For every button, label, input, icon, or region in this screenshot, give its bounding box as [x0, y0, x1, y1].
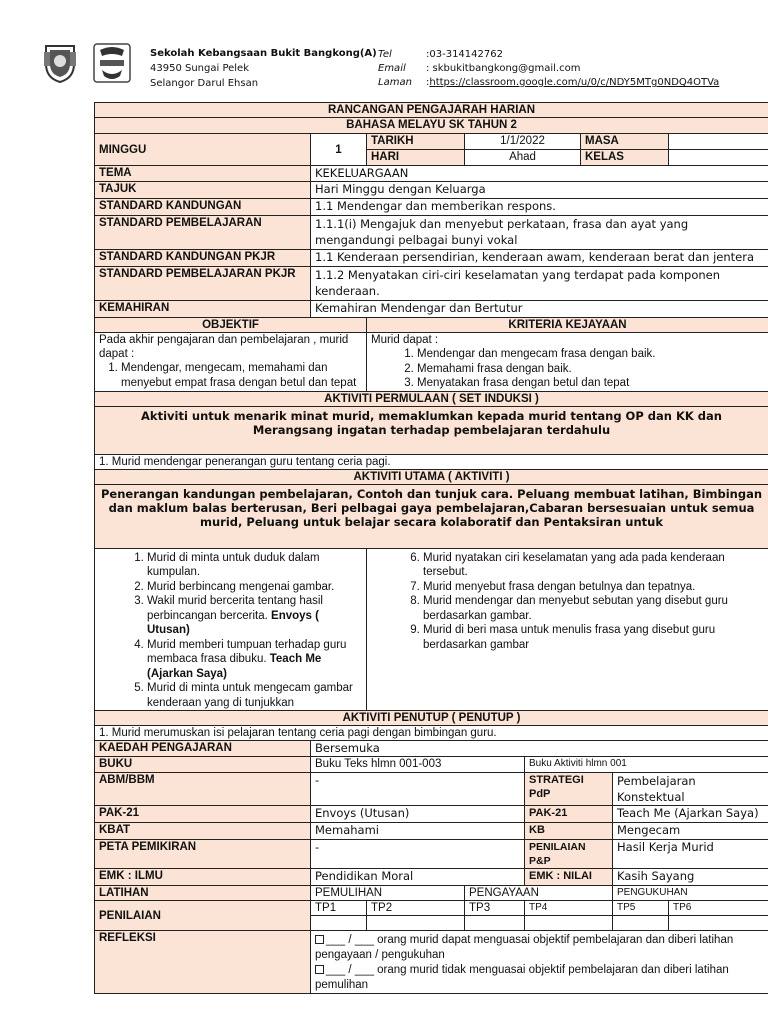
- kaedah-label: KAEDAH PENGAJARAN: [95, 741, 311, 757]
- kriteria-item: 3. Menyatakan frasa dengan betul dan tepat: [417, 376, 764, 391]
- emk-ilmu-value: Pendidikan Moral: [311, 869, 525, 886]
- contact-block: [378, 48, 719, 90]
- sk-value: 1.1 Mendengar dan memberikan respons.: [311, 199, 768, 216]
- tp1-label: TP1: [311, 901, 367, 916]
- strategi-value: Pembelajaran Konstektual: [613, 773, 768, 806]
- aktiviti-item: 5. Murid di minta untuk mengecam gambar kenderaan yang di tunjukkan: [147, 681, 362, 710]
- kriteria-item: 1. Mendengar dan mengecam frasa dengan baik.: [417, 347, 764, 362]
- emk-ilmu-label: EMK : ILMU: [95, 869, 311, 886]
- tp5-label: TP5: [613, 901, 669, 916]
- tp6-cell[interactable]: [669, 916, 768, 931]
- school-name: Sekolah Kebangsaan Bukit Bangkong(A): [150, 48, 377, 59]
- pak2-value: Teach Me (Ajarkan Saya): [613, 806, 768, 823]
- abm-label: ABM/BBM: [95, 773, 311, 806]
- refleksi-line-2: ___ / ___ orang murid tidak menguasai objektif pembelajaran dan diberi latihan pemulihan: [315, 964, 729, 991]
- hari-label: HARI: [367, 150, 465, 166]
- kemahiran-label: KEMAHIRAN: [95, 301, 311, 318]
- peta-value: -: [311, 840, 525, 869]
- strategi-label: STRATEGI PdP: [525, 773, 613, 806]
- tarikh-value: 1/1/2022: [465, 134, 581, 150]
- kriteria-header: KRITERIA KEJAYAAN: [367, 318, 768, 333]
- kbat-value: Memahami: [311, 823, 525, 840]
- sp-pkjr-label: STANDARD PEMBELAJARAN PKJR: [95, 267, 311, 301]
- kbat-label: KBAT: [95, 823, 311, 840]
- school-crest-logo: [40, 42, 80, 84]
- tp1-cell[interactable]: [311, 916, 367, 931]
- checkbox-icon[interactable]: [315, 935, 324, 944]
- pak2-label: PAK-21: [525, 806, 613, 823]
- minggu-label: MINGGU: [95, 134, 311, 166]
- sp-pkjr-value: 1.1.2 Menyatakan ciri-ciri keselamatan yang terdapat pada komponen kenderaan.: [311, 267, 768, 301]
- tp4-cell[interactable]: [525, 916, 613, 931]
- laman-prefix: :: [426, 77, 430, 88]
- tp3-cell[interactable]: [465, 916, 525, 931]
- peta-label: PETA PEMIKIRAN: [95, 840, 311, 869]
- kelas-value: [669, 150, 768, 166]
- email-label: Email: [378, 63, 406, 74]
- emk-nilai-value: Kasih Sayang: [613, 869, 768, 886]
- abm-value: -: [311, 773, 525, 806]
- address-line-2: Selangor Darul Ehsan: [150, 78, 259, 89]
- aktiviti-item: 1. Murid di minta untuk duduk dalam kumpulan.: [147, 551, 362, 580]
- tajuk-value: Hari Minggu dengan Keluarga: [311, 182, 768, 199]
- kaedah-value: Bersemuka: [311, 741, 768, 757]
- tp4-label: TP4: [525, 901, 613, 916]
- aktiviti-utama-desc: Penerangan kandungan pembelajaran, Contoh dan tunjuk cara. Peluang membuat latihan, Bimbingan dan maklum balas berterusan, Beri pelbagai gaya pembelajaran,Cabaran bersesuaian untuk semua murid, Peluang untuk belajar secara kolaboratif dan Pentaksiran untuk: [95, 484, 768, 548]
- objektif-body: [95, 333, 367, 392]
- classroom-link[interactable]: https://classroom.google.com/u/0/c/NDY5MTg0NDQ4OTVa: [429, 77, 720, 88]
- penilaian-label: PENILAIAN: [95, 901, 311, 931]
- aktiviti-item: 7. Murid menyebut frasa dengan betulnya dan tepatnya.: [423, 580, 764, 595]
- masa-value: [669, 134, 768, 150]
- objektif-intro: Pada akhir pengajaran dan pembelajaran , murid dapat :: [99, 334, 349, 360]
- kb-label: KB: [525, 823, 613, 840]
- aktiviti-item: 8. Murid mendengar dan menyebut sebutan yang disebut guru berdasarkan gambar.: [423, 594, 764, 623]
- pak-value: Envoys (Utusan): [311, 806, 525, 823]
- buku-label: BUKU: [95, 757, 311, 773]
- masa-label: MASA: [581, 134, 669, 150]
- aktiviti-right-list: [367, 548, 768, 711]
- pak-label: PAK-21: [95, 806, 311, 823]
- tp2-cell[interactable]: [367, 916, 465, 931]
- kb-value: Mengecam: [613, 823, 768, 840]
- tp5-cell[interactable]: [613, 916, 669, 931]
- lesson-plan-table: [94, 102, 768, 994]
- plan-subtitle: BAHASA MELAYU SK TAHUN 2: [95, 118, 768, 134]
- sp-label: STANDARD PEMBELAJARAN: [95, 216, 311, 250]
- tema-label: TEMA: [95, 166, 311, 182]
- tel-label: Tel: [378, 49, 392, 60]
- sk-label: STANDARD KANDUNGAN: [95, 199, 311, 216]
- minggu-value: 1: [311, 134, 367, 166]
- aktiviti-item: 4. Murid memberi tumpuan terhadap guru membaca frasa dibuku. Teach Me (Ajarkan Saya): [147, 638, 362, 682]
- laman-label: Laman: [378, 77, 412, 88]
- refleksi-line-1: ___ / ___ orang murid dapat menguasai objektif pembelajaran dan diberi latihan pengayaan / pengukuhan: [315, 934, 734, 961]
- kemahiran-value: Kemahiran Mendengar dan Bertutur: [311, 301, 768, 318]
- kelas-label: KELAS: [581, 150, 669, 166]
- tel-value: :03-314142762: [426, 49, 503, 60]
- emk-nilai-label: EMK : NILAI: [525, 869, 613, 886]
- pengukuhan-label: PENGUKUHAN: [613, 886, 768, 901]
- hari-value: Ahad: [465, 150, 581, 166]
- tema-value: KEKELUARGAAN: [311, 166, 768, 182]
- penutup-header: AKTIVITI PENUTUP ( PENUTUP ): [95, 711, 768, 726]
- aktiviti-utama-header: AKTIVITI UTAMA ( AKTIVITI ): [95, 469, 768, 484]
- latihan-label: LATIHAN: [95, 886, 311, 901]
- checkbox-icon[interactable]: [315, 965, 324, 974]
- penilaian-pdp-label: PENILAIAN P&P: [525, 840, 613, 869]
- set-induksi-item: 1. Murid mendengar penerangan guru tentang ceria pagi.: [95, 454, 768, 469]
- tp3-label: TP3: [465, 901, 525, 916]
- kriteria-item: 2. Memahami frasa dengan baik.: [417, 362, 764, 377]
- sk-pkjr-label: STANDARD KANDUNGAN PKJR: [95, 250, 311, 267]
- set-induksi-desc: Aktiviti untuk menarik minat murid, memaklumkan kepada murid tentang OP dan KK dan Merangsang ingatan terhadap pembelajaran terdahulu: [95, 406, 768, 454]
- tp2-label: TP2: [367, 901, 465, 916]
- sk-emblem-logo: [92, 42, 132, 84]
- pengayaan-label: PENGAYAAN: [465, 886, 613, 901]
- aktiviti-item: 9. Murid di beri masa untuk menulis frasa yang disebut guru berdasarkan gambar: [423, 623, 764, 652]
- email-value: : skbukitbangkong@gmail.com: [426, 63, 581, 74]
- penilaian-pdp-value: Hasil Kerja Murid: [613, 840, 768, 869]
- tajuk-label: TAJUK: [95, 182, 311, 199]
- aktiviti-item: 2. Murid berbincang mengenai gambar.: [147, 580, 362, 595]
- penutup-item: 1. Murid merumuskan isi pelajaran tentang ceria pagi dengan bimbingan guru.: [95, 726, 768, 741]
- refleksi-label: REFLEKSI: [95, 931, 311, 994]
- sk-pkjr-value: 1.1 Kenderaan persendirian, kenderaan awam, kenderaan berat dan jentera: [311, 250, 768, 267]
- buku-teks: Buku Teks hlmn 001-003: [311, 757, 525, 773]
- tarikh-label: TARIKH: [367, 134, 465, 150]
- objektif-item: 1. Mendengar, mengecam, memahami dan menyebut empat frasa dengan betul dan tepat: [121, 361, 362, 390]
- pemulihan-label: PEMULIHAN: [311, 886, 465, 901]
- sp-value: 1.1.1(i) Mengajuk dan menyebut perkataan, frasa dan ayat yang mengandungi pelbagai bunyi vokal: [311, 216, 768, 250]
- address-line-1: 43950 Sungai Pelek: [150, 63, 249, 74]
- buku-aktiviti: Buku Aktiviti hlmn 001: [525, 757, 768, 773]
- plan-title: RANCANGAN PENGAJARAH HARIAN: [95, 103, 768, 118]
- kriteria-body: [367, 333, 768, 392]
- objektif-header: OBJEKTIF: [95, 318, 367, 333]
- aktiviti-left-list: [95, 548, 367, 711]
- refleksi-body: [311, 931, 768, 994]
- aktiviti-item: 6. Murid nyatakan ciri keselamatan yang ada pada kenderaan tersebut.: [423, 551, 764, 580]
- school-address-block: [150, 46, 377, 91]
- kriteria-intro: Murid dapat :: [371, 334, 439, 346]
- set-induksi-header: AKTIVITI PERMULAAN ( SET INDUKSI ): [95, 391, 768, 406]
- aktiviti-item: 3. Wakil murid bercerita tentang hasil perbincangan bercerita. Envoys ( Utusan): [147, 594, 362, 638]
- tp6-label: TP6: [669, 901, 768, 916]
